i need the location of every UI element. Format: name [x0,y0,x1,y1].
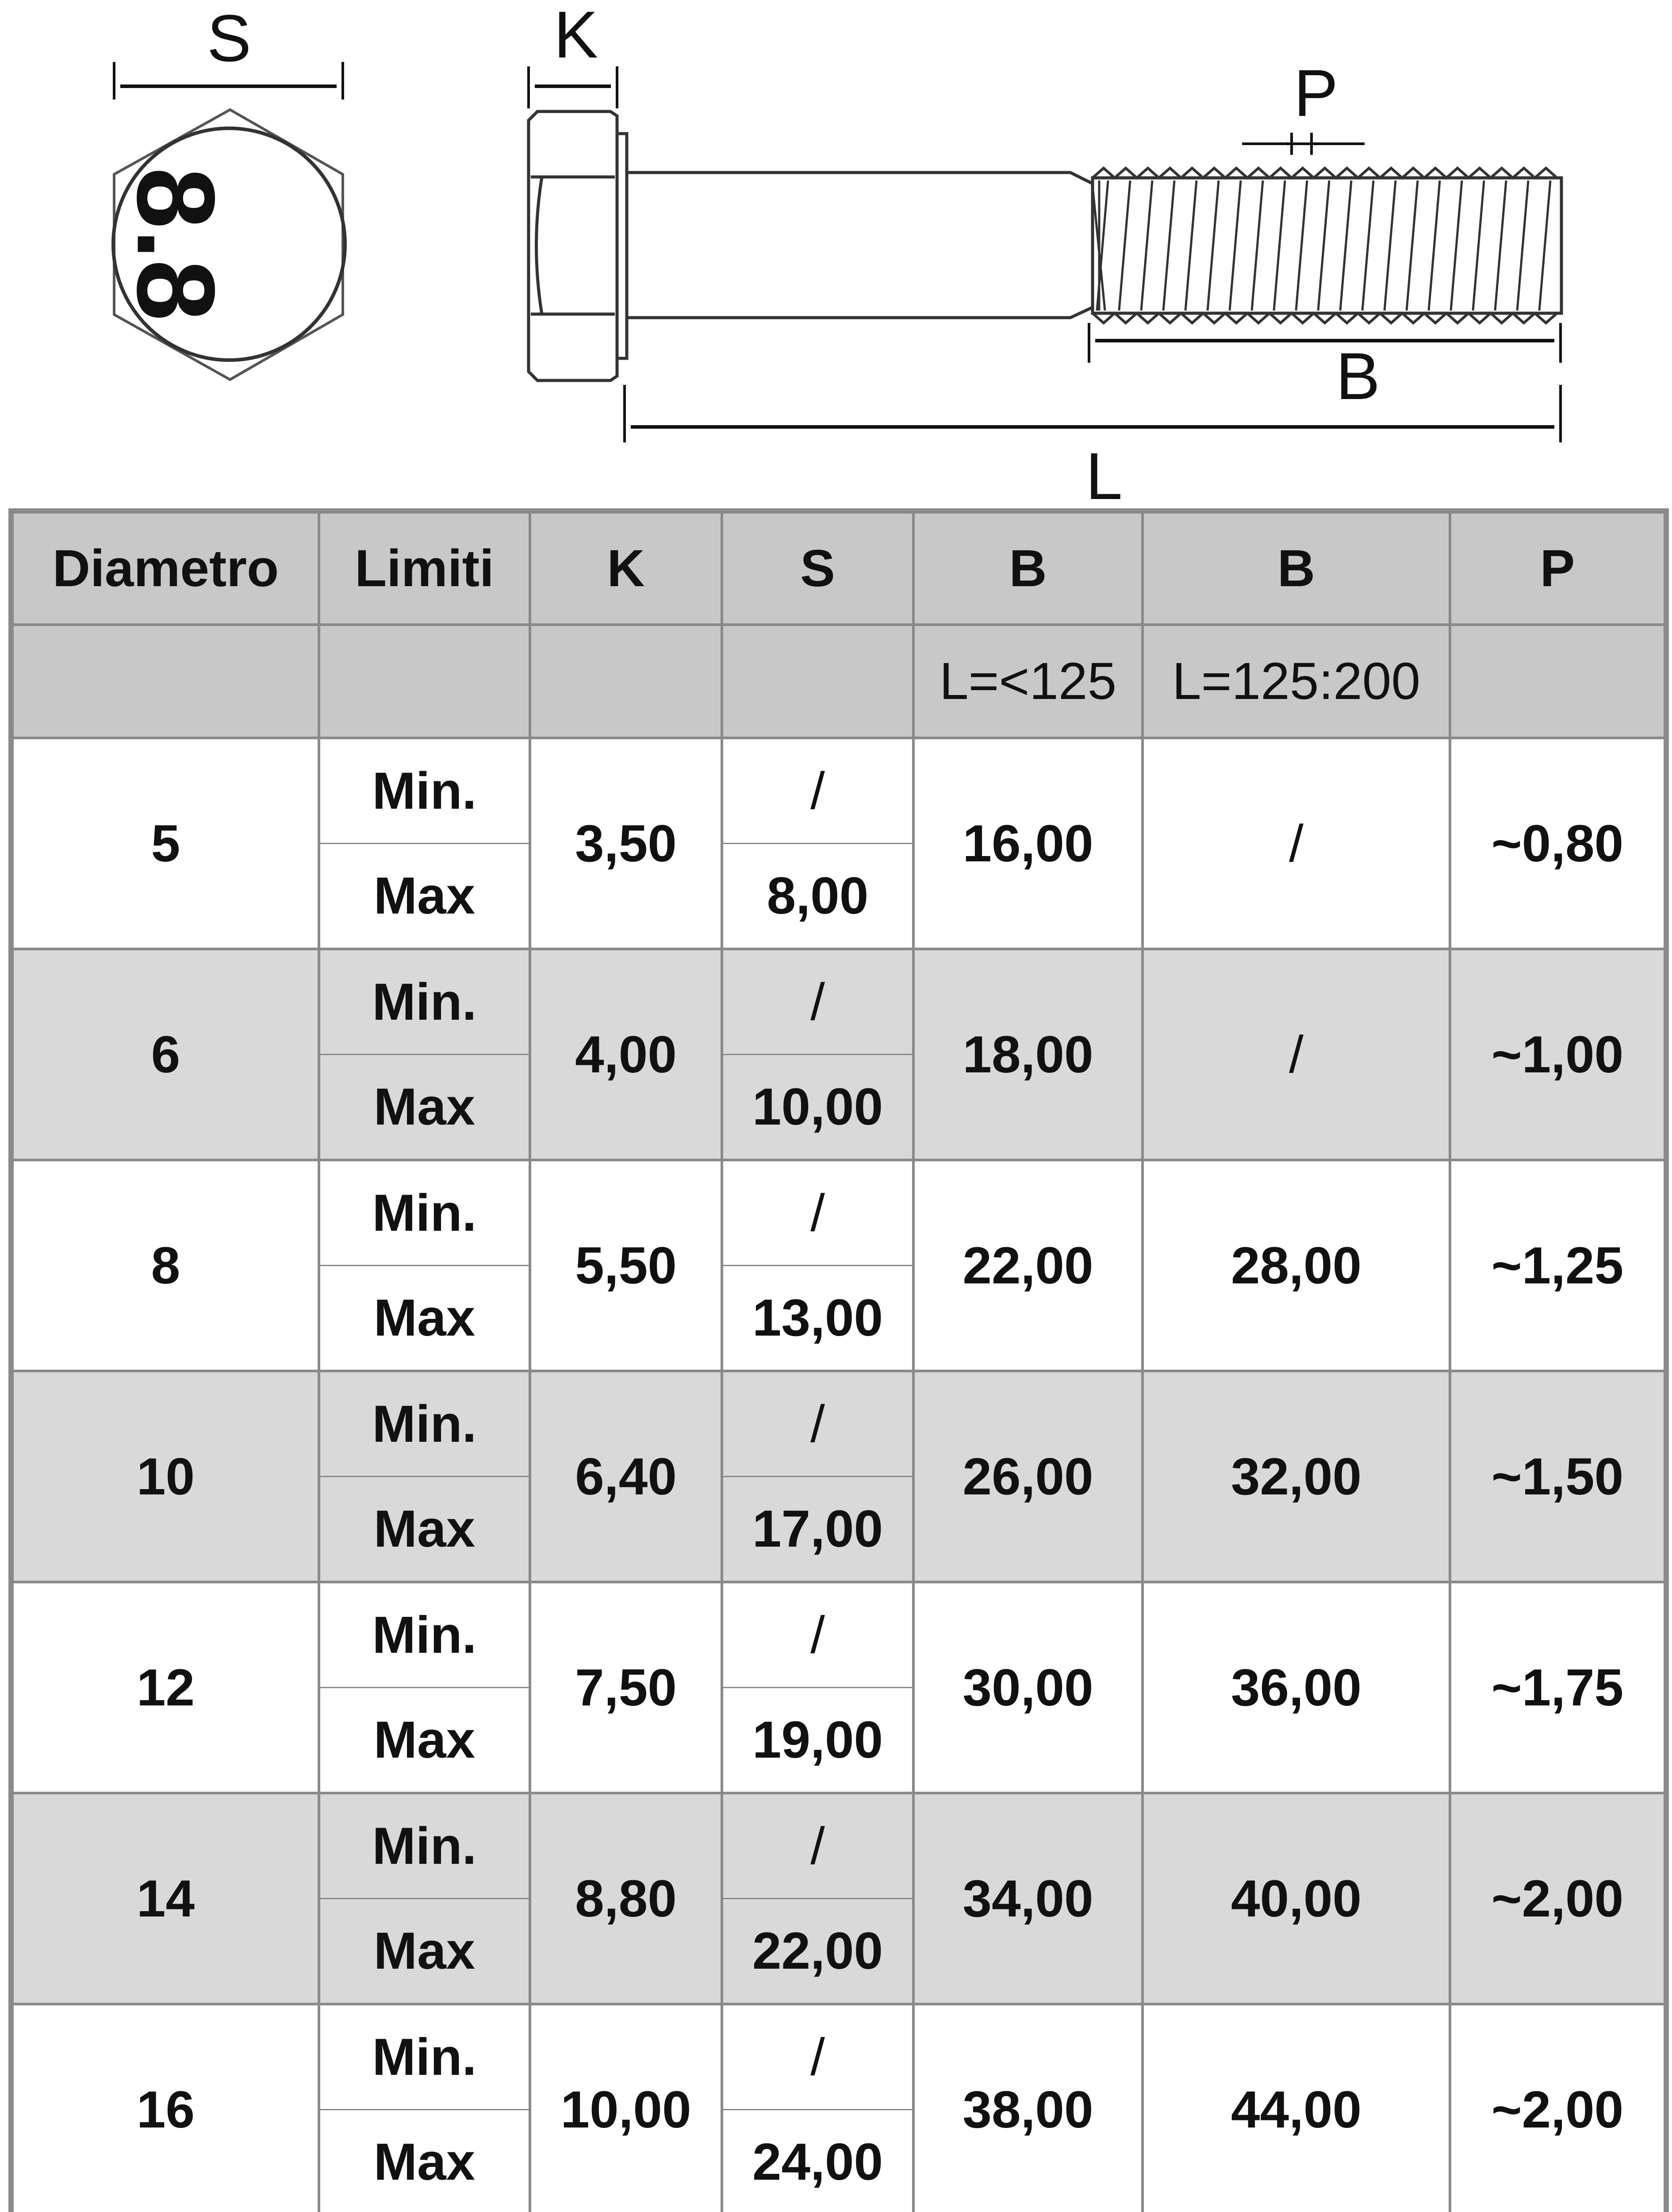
cell-s-min: / [722,738,913,844]
cell-s-max: 22,00 [722,1899,913,2005]
cell-b-long: 32,00 [1143,1371,1450,1582]
cell-b-long: 36,00 [1143,1582,1450,1793]
cell-b-long: 44,00 [1143,2004,1450,2212]
cell-s-min: / [722,949,913,1055]
dimension-table [8,508,1669,2212]
cell-s-max: 8,00 [722,844,913,949]
cell-b-long: / [1143,738,1450,949]
subheader-empty [530,625,722,738]
cell-s-max: 13,00 [722,1266,913,1371]
bolt-dimension-drawing [0,0,1672,509]
label-b: B [1335,339,1381,413]
cell-max-label: Max [319,1688,530,1793]
cell-s-min: / [722,1160,913,1266]
cell-max-label: Max [319,844,530,949]
subheader-empty [11,625,319,738]
cell-s-max: 17,00 [722,1477,913,1582]
cell-min-label: Min. [319,2004,530,2110]
cell-diametro: 8 [11,1160,319,1371]
header-limiti: Limiti [319,511,530,625]
cell-b-short: 16,00 [913,738,1143,949]
header-row [11,511,1666,625]
cell-max-label: Max [319,1899,530,2005]
cell-min-label: Min. [319,1371,530,1477]
table-row [11,1160,1666,1266]
cell-min-label: Min. [319,1160,530,1266]
table-row [11,1582,1666,1688]
cell-p: ~1,00 [1450,949,1666,1160]
cell-p: ~1,75 [1450,1582,1666,1793]
cell-p: ~2,00 [1450,2004,1666,2212]
label-p: P [1293,56,1338,130]
cell-k: 4,00 [530,949,722,1160]
cell-k: 7,50 [530,1582,722,1793]
cell-b-short: 30,00 [913,1582,1143,1793]
cell-max-label: Max [319,1055,530,1160]
cell-k: 3,50 [530,738,722,949]
head-marking: 8.8 [114,167,238,321]
cell-p: ~2,00 [1450,1793,1666,2004]
cell-min-label: Min. [319,1793,530,1899]
cell-b-short: 38,00 [913,2004,1143,2212]
label-s: S [207,1,252,75]
cell-k: 6,40 [530,1371,722,1582]
cell-max-label: Max [319,1266,530,1371]
cell-diametro: 16 [11,2004,319,2212]
header-s: S [722,511,913,625]
cell-min-label: Min. [319,1582,530,1688]
cell-s-max: 24,00 [722,2110,913,2212]
table-row [11,1371,1666,1477]
cell-diametro: 6 [11,949,319,1160]
dimension-l [625,385,1561,442]
cell-diametro: 14 [11,1793,319,2004]
cell-b-short: 22,00 [913,1160,1143,1371]
dimension-p [1242,133,1365,155]
dimension-k [529,66,617,108]
cell-b-long: 28,00 [1143,1160,1450,1371]
subheader-empty [722,625,913,738]
cell-s-min: / [722,1582,913,1688]
table-row [11,949,1666,1055]
subheader-empty [1450,625,1666,738]
cell-s-min: / [722,1793,913,1899]
cell-s-min: / [722,1371,913,1477]
subheader-b-long: L=125:200 [1143,625,1450,738]
cell-k: 5,50 [530,1160,722,1371]
cell-b-long: / [1143,949,1450,1160]
table-row [11,2004,1666,2110]
cell-p: ~1,25 [1450,1160,1666,1371]
header-b-short: B [913,511,1143,625]
cell-max-label: Max [319,1477,530,1582]
label-k: K [553,0,598,72]
cell-diametro: 10 [11,1371,319,1582]
cell-diametro: 12 [11,1582,319,1793]
cell-b-long: 40,00 [1143,1793,1450,2004]
subheader-b-short: L=<125 [913,625,1143,738]
cell-s-max: 10,00 [722,1055,913,1160]
cell-max-label: Max [319,2110,530,2212]
cell-b-short: 34,00 [913,1793,1143,2004]
cell-s-max: 19,00 [722,1688,913,1793]
cell-min-label: Min. [319,738,530,844]
cell-k: 8,80 [530,1793,722,2004]
subheader-row [11,625,1666,738]
table-row [11,1793,1666,1899]
header-diametro: Diametro [11,511,319,625]
header-p: P [1450,511,1666,625]
table-row [11,738,1666,844]
label-l: L [1085,439,1123,509]
cell-diametro: 5 [11,738,319,949]
cell-k: 10,00 [530,2004,722,2212]
cell-b-short: 26,00 [913,1371,1143,1582]
cell-p: ~0,80 [1450,738,1666,949]
cell-s-min: / [722,2004,913,2110]
dimension-b [1089,323,1561,363]
header-k: K [530,511,722,625]
subheader-empty [319,625,530,738]
header-b-long: B [1143,511,1450,625]
cell-min-label: Min. [319,949,530,1055]
cell-b-short: 18,00 [913,949,1143,1160]
cell-p: ~1,50 [1450,1371,1666,1582]
